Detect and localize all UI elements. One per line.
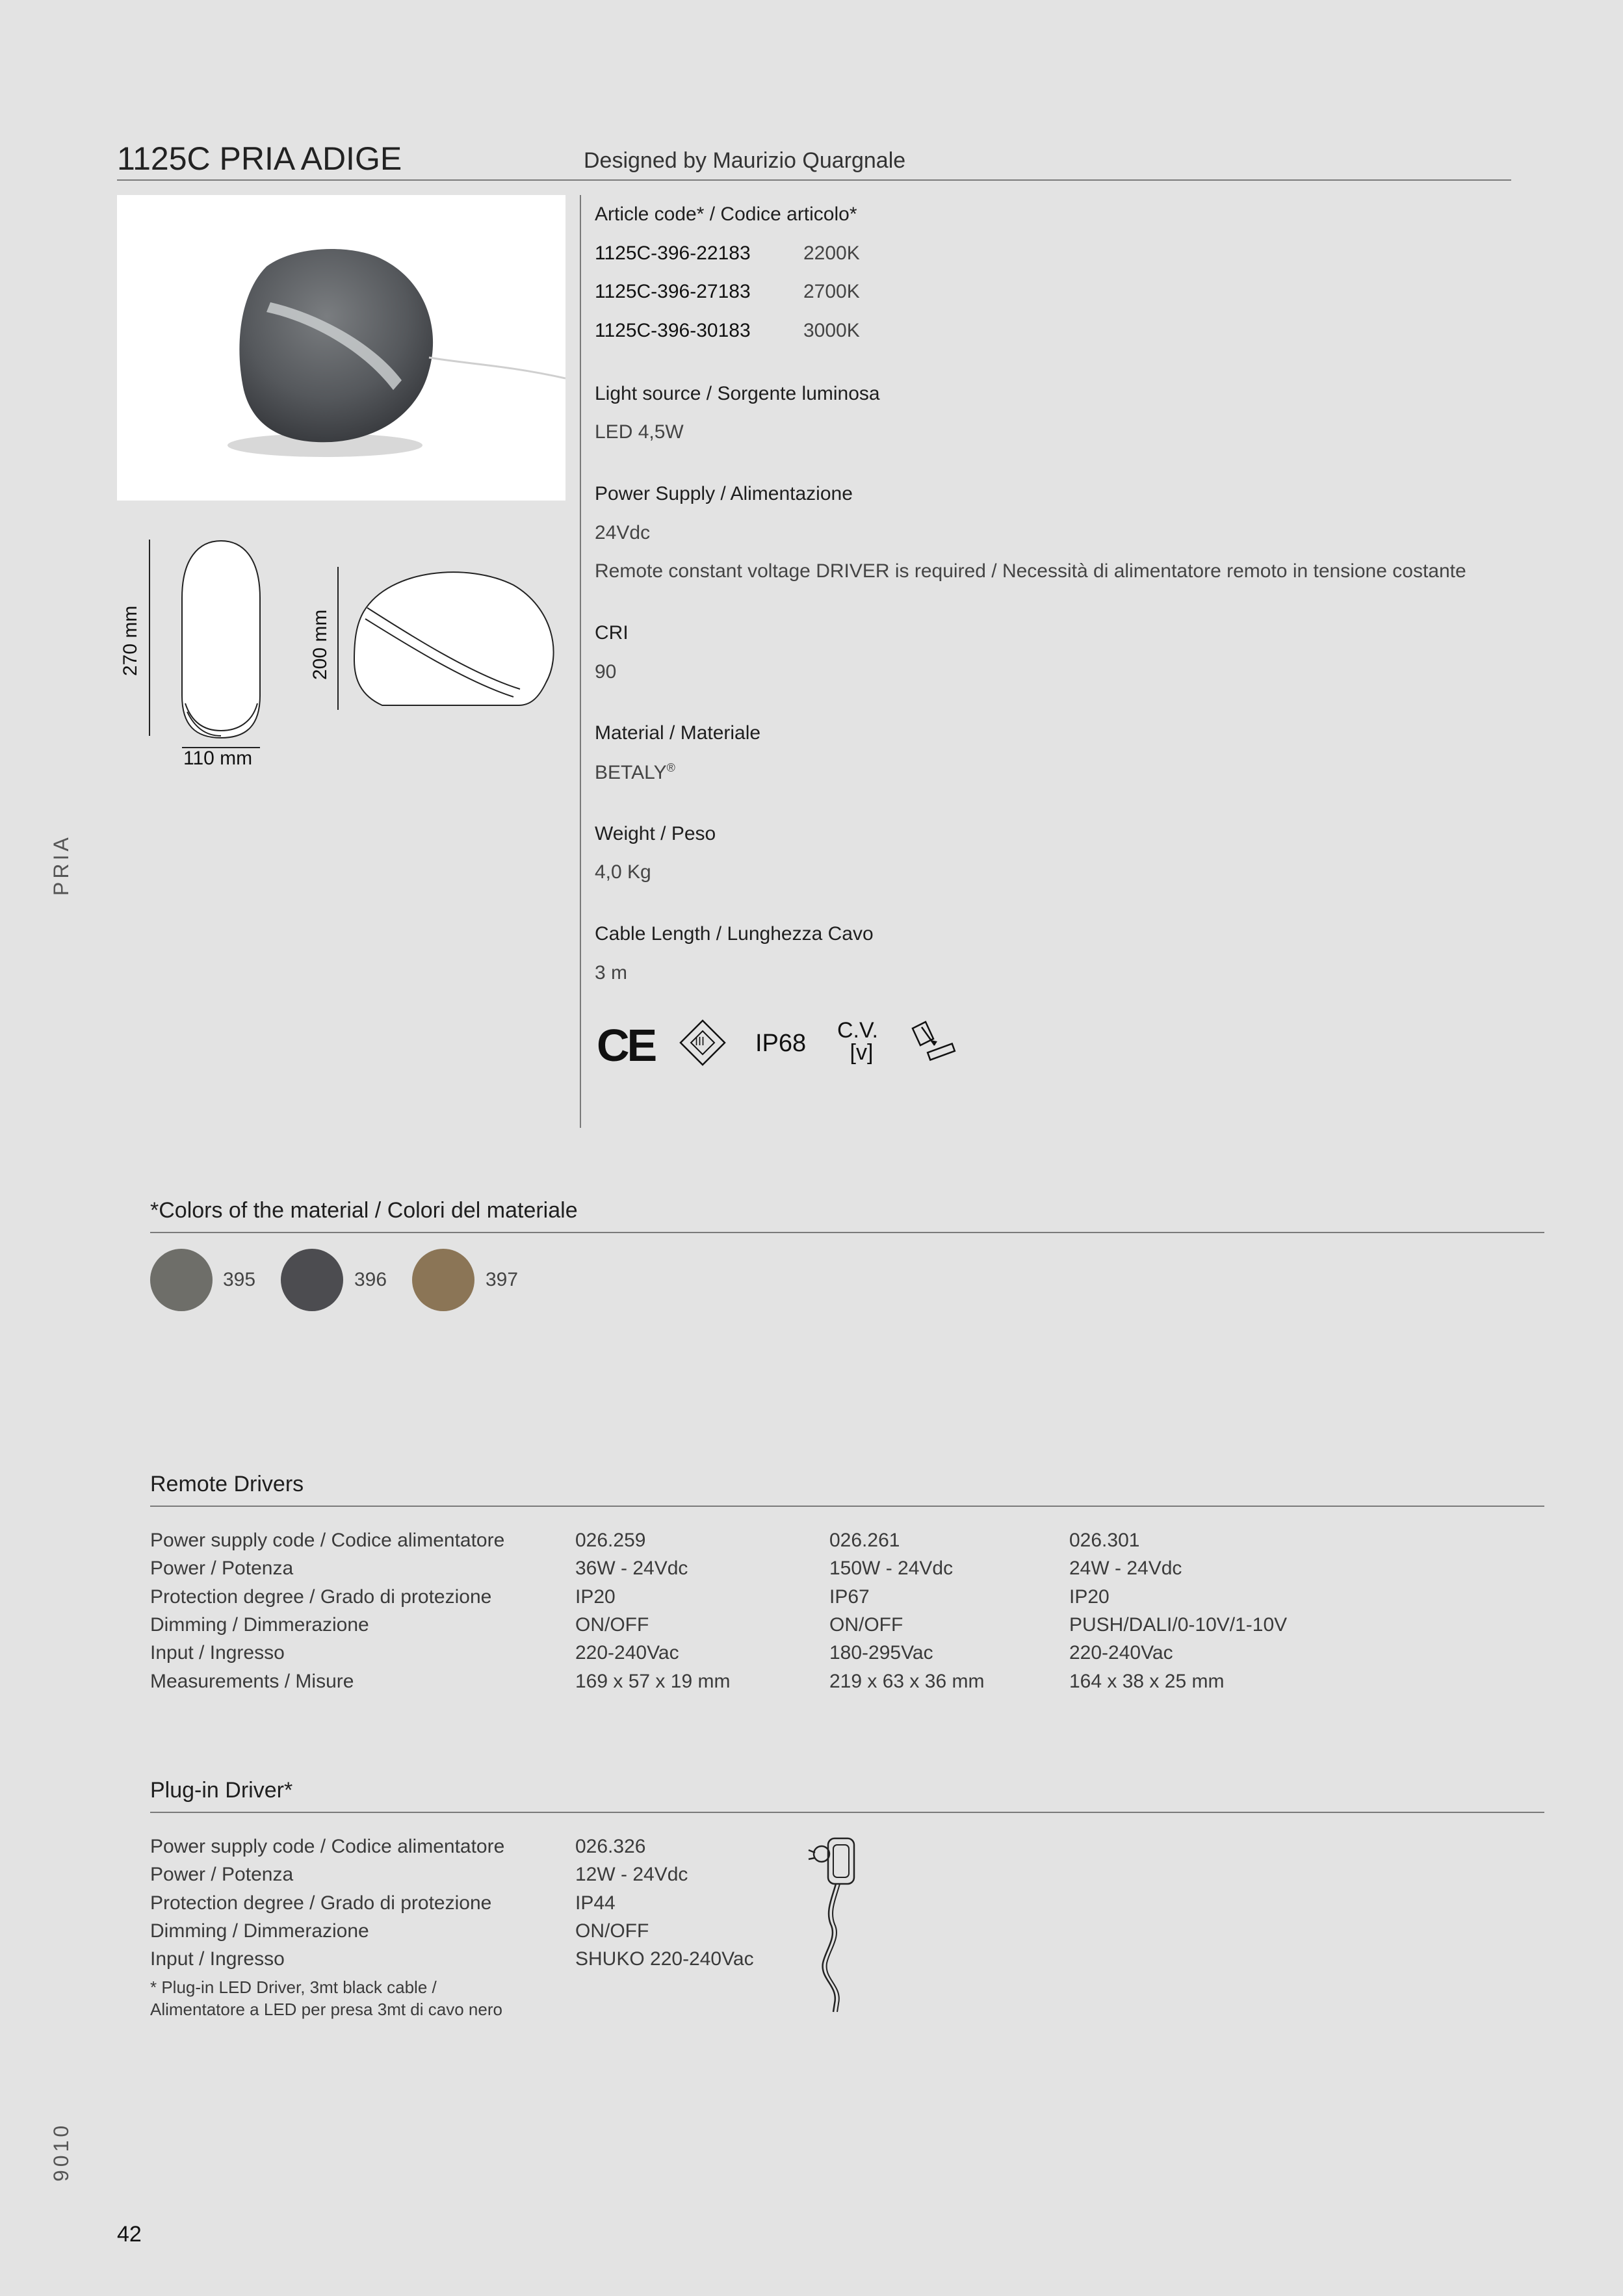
table-cell: ON/OFF — [829, 1614, 903, 1636]
remote-drivers-divider — [150, 1506, 1544, 1507]
table-cell: 026.301 — [1069, 1530, 1140, 1551]
table-cell: 026.261 — [829, 1530, 900, 1551]
dimension-width-side: 110 mm — [183, 748, 253, 769]
table-row-label: Input / Ingresso — [150, 1948, 285, 1970]
power-supply-label: Power Supply / Alimentazione — [595, 483, 853, 504]
table-cell: IP20 — [1069, 1586, 1110, 1608]
cri-label: CRI — [595, 622, 629, 644]
product-title: 1125C PRIA ADIGE — [117, 140, 402, 177]
table-row-label: Power supply code / Codice alimentatore — [150, 1836, 505, 1857]
plug-in-driver-icon — [799, 1833, 877, 2018]
light-source-value: LED 4,5W — [595, 421, 684, 443]
table-cell: IP44 — [575, 1892, 616, 1914]
designer-credit: Designed by Maurizio Quargnale — [584, 148, 906, 173]
article-cct: 3000K — [803, 320, 860, 341]
cv-top: C.V. — [837, 1018, 879, 1043]
plugin-driver-note-line1: * Plug-in LED Driver, 3mt black cable / — [150, 1977, 437, 1997]
stone-lamp-image — [117, 195, 565, 501]
article-code: 1125C-396-27183 — [595, 281, 751, 302]
article-code: 1125C-396-22183 — [595, 242, 751, 264]
table-cell: 164 x 38 x 25 mm — [1069, 1671, 1225, 1692]
table-cell: PUSH/DALI/0-10V/1-10V — [1069, 1614, 1288, 1636]
power-supply-note: Remote constant voltage DRIVER is required / Necessità di alimentatore remoto in tensione costante — [595, 560, 1466, 582]
ce-mark-icon: CE — [597, 1020, 655, 1071]
article-code-label: Article code* / Codice articolo* — [595, 203, 857, 225]
table-row-label: Power supply code / Codice alimentatore — [150, 1530, 505, 1551]
color-code: 397 — [486, 1269, 519, 1290]
article-cct: 2700K — [803, 281, 860, 302]
product-photo — [117, 195, 565, 501]
technical-drawing — [130, 533, 585, 780]
table-cell: 220-240Vac — [575, 1642, 679, 1663]
header-divider — [117, 179, 1511, 181]
table-cell: 180-295Vac — [829, 1642, 933, 1663]
colors-divider — [150, 1232, 1544, 1233]
plugin-driver-title: Plug-in Driver* — [150, 1778, 293, 1803]
cable-length-value: 3 m — [595, 962, 628, 984]
light-source-label: Light source / Sorgente luminosa — [595, 383, 880, 404]
cri-value: 90 — [595, 661, 617, 683]
table-cell: 026.326 — [575, 1836, 646, 1857]
color-code: 395 — [223, 1269, 256, 1290]
dimension-height-front: 200 mm — [309, 609, 331, 680]
catalog-side-label: 9010 — [49, 2122, 73, 2182]
table-row-label: Power / Potenza — [150, 1558, 294, 1579]
table-row-label: Dimming / Dimmerazione — [150, 1920, 369, 1942]
table-cell: 150W - 24Vdc — [829, 1558, 954, 1579]
cv-bottom: [v] — [850, 1040, 874, 1065]
article-cct: 2200K — [803, 242, 860, 264]
series-side-label: PRIA — [49, 834, 73, 896]
material-name: BETALY — [595, 762, 667, 783]
material-label: Material / Materiale — [595, 722, 761, 744]
remote-driver-icon — [909, 1019, 958, 1062]
article-code: 1125C-396-30183 — [595, 320, 751, 341]
table-cell: 219 x 63 x 36 mm — [829, 1671, 985, 1692]
table-cell: ON/OFF — [575, 1920, 649, 1942]
table-row-label: Measurements / Misure — [150, 1671, 354, 1692]
colors-section-title: *Colors of the material / Colori del materiale — [150, 1198, 578, 1223]
page-number: 42 — [117, 2222, 142, 2247]
color-swatch — [150, 1249, 213, 1311]
table-cell: SHUKO 220-240Vac — [575, 1948, 754, 1970]
material-value — [595, 761, 675, 784]
plugin-driver-note-line2: Alimentatore a LED per presa 3mt di cavo nero — [150, 2000, 502, 2019]
table-cell: ON/OFF — [575, 1614, 649, 1636]
constant-voltage-icon — [837, 1019, 878, 1063]
table-cell: 220-240Vac — [1069, 1642, 1173, 1663]
table-cell: 24W - 24Vdc — [1069, 1558, 1182, 1579]
table-cell: IP20 — [575, 1586, 616, 1608]
color-code: 396 — [354, 1269, 387, 1290]
weight-value: 4,0 Kg — [595, 861, 651, 883]
dimension-height-side: 270 mm — [120, 605, 141, 676]
spec-divider — [580, 195, 581, 1128]
table-row-label: Power / Potenza — [150, 1864, 294, 1885]
table-row-label: Dimming / Dimmerazione — [150, 1614, 369, 1636]
class-iii-icon: III — [695, 1035, 705, 1048]
table-cell: IP67 — [829, 1586, 870, 1608]
color-swatch — [412, 1249, 474, 1311]
remote-drivers-title: Remote Drivers — [150, 1472, 304, 1496]
power-supply-value: 24Vdc — [595, 522, 651, 543]
table-row-label: Protection degree / Grado di protezione — [150, 1586, 492, 1608]
table-row-label: Protection degree / Grado di protezione — [150, 1892, 492, 1914]
table-cell: 12W - 24Vdc — [575, 1864, 688, 1885]
plugin-driver-divider — [150, 1812, 1544, 1813]
registered-mark: ® — [666, 761, 675, 774]
weight-label: Weight / Peso — [595, 823, 716, 844]
table-cell: 026.259 — [575, 1530, 646, 1551]
table-cell: 169 x 57 x 19 mm — [575, 1671, 731, 1692]
cable-length-label: Cable Length / Lunghezza Cavo — [595, 923, 874, 945]
ip68-icon: IP68 — [755, 1030, 807, 1057]
table-row-label: Input / Ingresso — [150, 1642, 285, 1663]
color-swatch — [281, 1249, 343, 1311]
table-cell: 36W - 24Vdc — [575, 1558, 688, 1579]
